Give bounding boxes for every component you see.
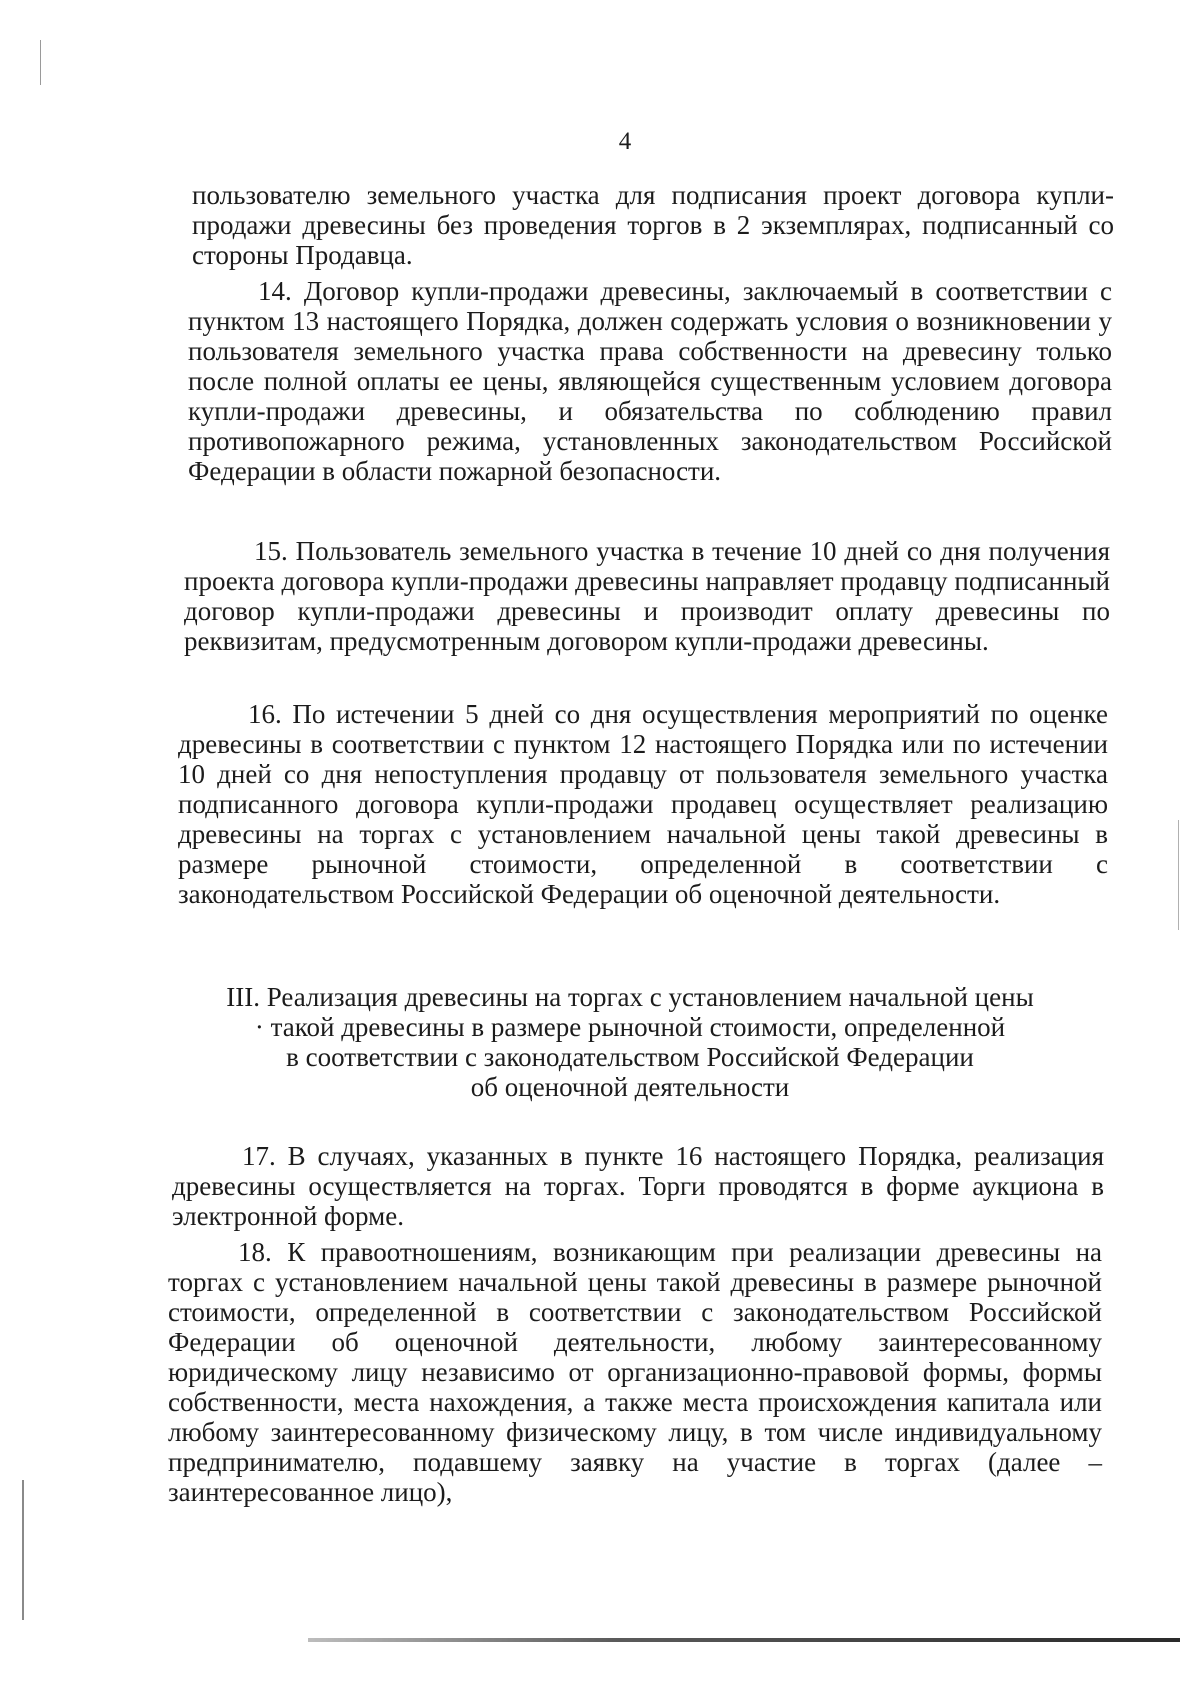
paragraph-13-continuation: пользователю земельного участка для подписания проект договора купли-продажи древесины без проведения торгов в 2 экземплярах, подписанный со стороны Продавца. xyxy=(192,180,1114,270)
scan-artifact-left-top xyxy=(40,40,41,85)
paragraph-16: 16. По истечении 5 дней со дня осуществления мероприятий по оценке древесины в соответствии с пунктом 12 настоящего Порядка или по истечении 10 дней со дня непоступления продавцу от пользователя земельного участка подписанного договора купли-продажи продавец осуществляет реализацию древесины на торгах с установлением начальной цены такой древесины в размере рыночной стоимости, определенной в соответствии с законодательством Российской Федерации об оценочной деятельности. xyxy=(178,699,1108,909)
section-heading xyxy=(160,982,1100,1102)
paragraph-15: 15. Пользователь земельного участка в течение 10 дней со дня получения проекта договора купли-продажи древесины направляет продавцу подписанный договор купли-продажи древесины и производит оплату древесины по реквизитам, предусмотренным договором купли-продажи древесины. xyxy=(184,536,1110,656)
paragraph-17: 17. В случаях, указанных в пункте 16 настоящего Порядка, реализация древесины осуществляется на торгах. Торги проводятся в форме аукциона в электронной форме. xyxy=(172,1141,1104,1231)
scan-artifact-left-bottom xyxy=(22,1480,24,1620)
section-heading-line: об оценочной деятельности xyxy=(470,1072,790,1102)
bottom-border-line xyxy=(308,1638,1180,1642)
section-heading-line: в соответствии с законодательством Российской Федерации xyxy=(286,1042,974,1072)
section-heading-line: III. Реализация древесины на торгах с установлением начальной цены xyxy=(226,982,1034,1012)
page-number: 4 xyxy=(618,128,632,155)
scan-artifact-right xyxy=(1178,820,1179,930)
section-heading-line: · такой древесины в размере рыночной стоимости, определенной xyxy=(254,1012,1006,1042)
paragraph-14: 14. Договор купли-продажи древесины, заключаемый в соответствии с пунктом 13 настоящего Порядка, должен содержать условия о возникновении у пользователя земельного участка права собственности на древесину только после полной оплаты ее цены, являющейся существенным условием договора купли-продажи древесины, и обязательства по соблюдению правил противопожарного режима, установленных законодательством Российской Федерации в области пожарной безопасности. xyxy=(188,276,1112,486)
paragraph-18: 18. К правоотношениям, возникающим при реализации древесины на торгах с установлением начальной цены такой древесины в размере рыночной стоимости, определенной в соответствии с законодательством Российской Федерации об оценочной деятельности, любому заинтересованному юридическому лицу независимо от организационно-правовой формы, формы собственности, места нахождения, а также места происхождения капитала или любому заинтересованному физическому лицу, в том числе индивидуальному предпринимателю, подавшему заявку на участие в торгах (далее – заинтересованное лицо), xyxy=(168,1237,1102,1507)
